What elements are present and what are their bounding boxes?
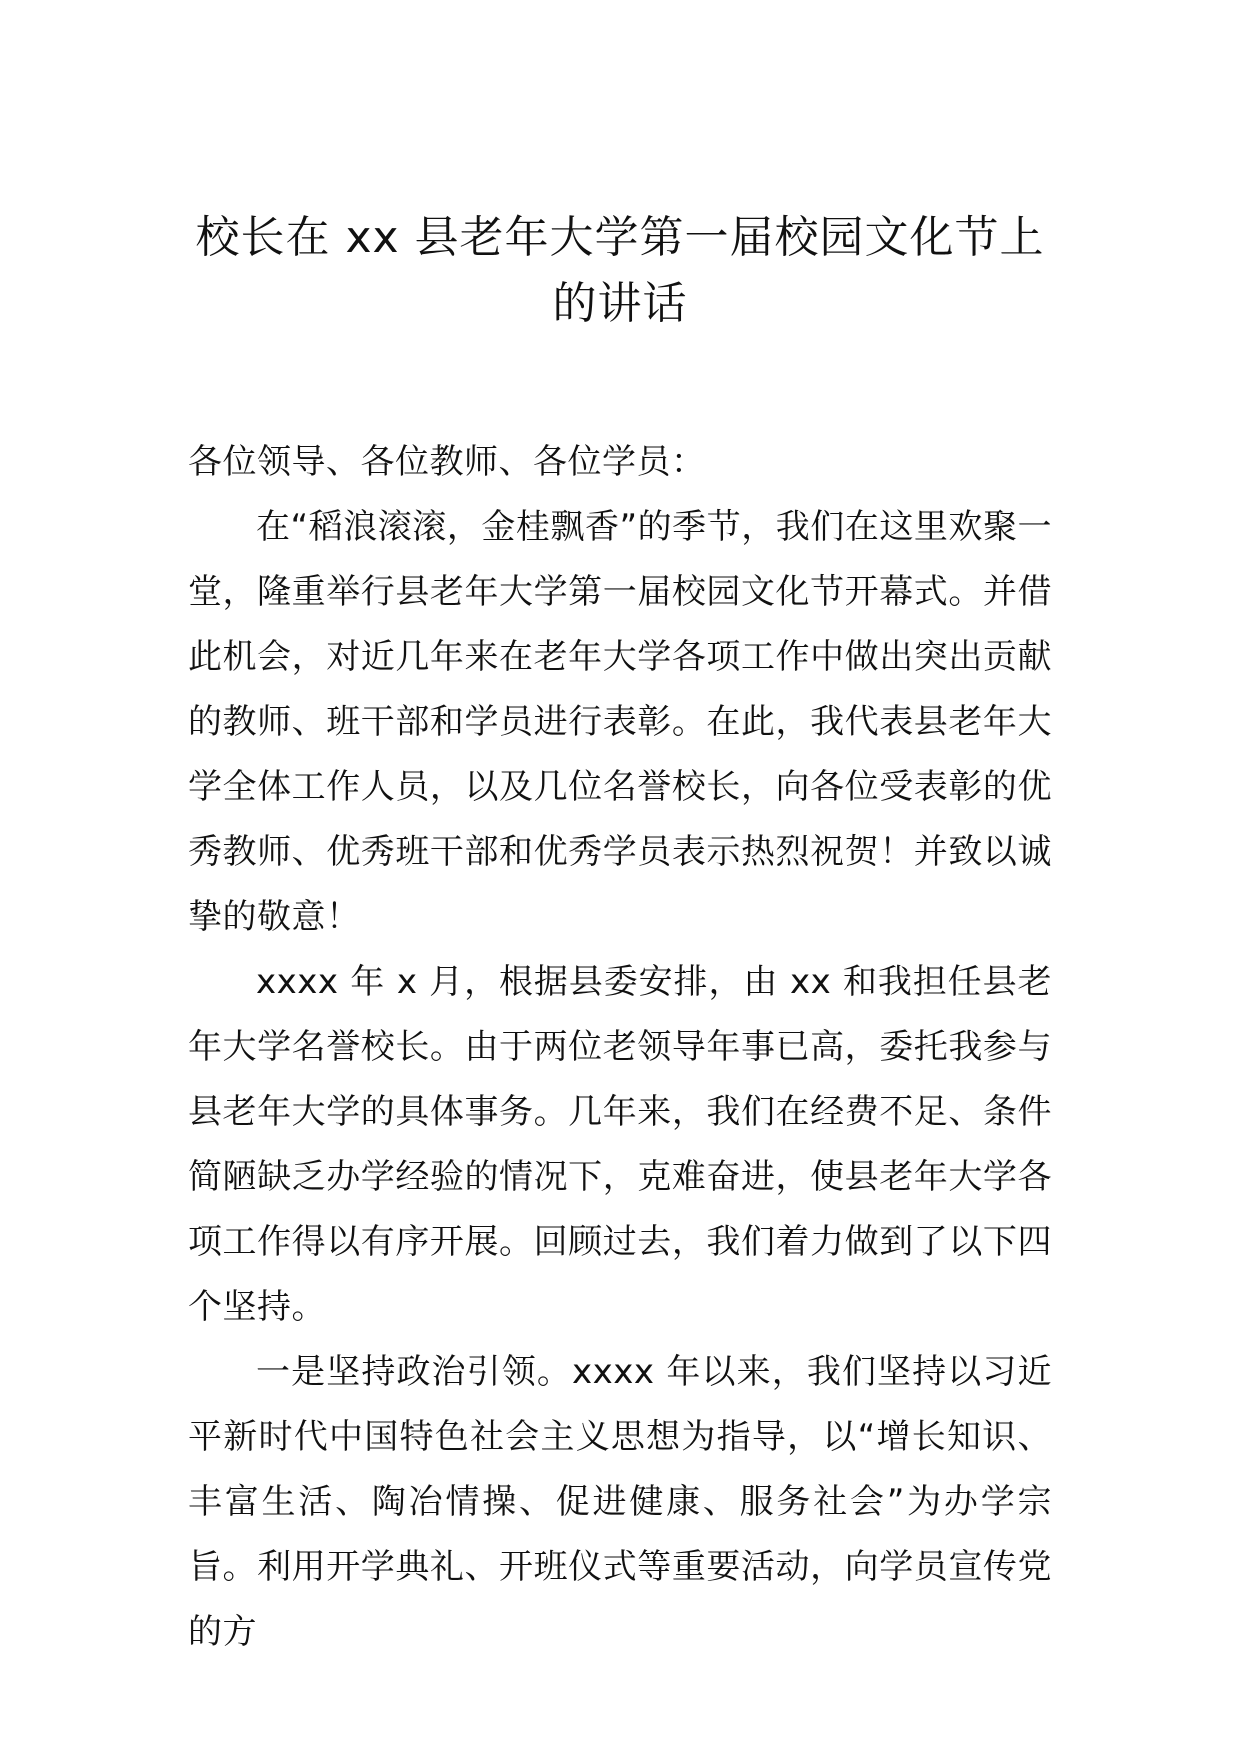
paragraph-2: xxxx 年 x 月，根据县委安排，由 xx 和我担任县老年大学名誉校长。由于两位老领导年事已高，委托我参与县老年大学的具体事务。几年来，我们在经费不足、条件简陋缺乏办学经验的情况下，克难奋进，使县老年大学各项工作得以有序开展。回顾过去，我们着力做到了以下四个坚持。 [188, 962, 1052, 1327]
salutation: 各位领导、各位教师、各位学员： [188, 442, 706, 482]
document-body [188, 430, 1052, 1665]
paragraph-3: 一是坚持政治引领。xxxx 年以来，我们坚持以习近平新时代中国特色社会主义思想为指导，以“增长知识、丰富生活、陶冶情操、促进健康、服务社会”为办学宗旨。利用开学典礼、开班仪式等重要活动，向学员宣传党的方 [188, 1352, 1052, 1652]
document-title: 校长在 xx 县老年大学第一届校园文化节上的讲话 [195, 212, 1045, 329]
paragraph-1: 在“稻浪滚滚，金桂飘香”的季节，我们在这里欢聚一堂，隆重举行县老年大学第一届校园文化节开幕式。并借此机会，对近几年来在老年大学各项工作中做出突出贡献的教师、班干部和学员进行表彰。在此，我代表县老年大学全体工作人员，以及几位名誉校长，向各位受表彰的优秀教师、优秀班干部和优秀学员表示热烈祝贺！并致以诚挚的敬意！ [188, 507, 1052, 937]
